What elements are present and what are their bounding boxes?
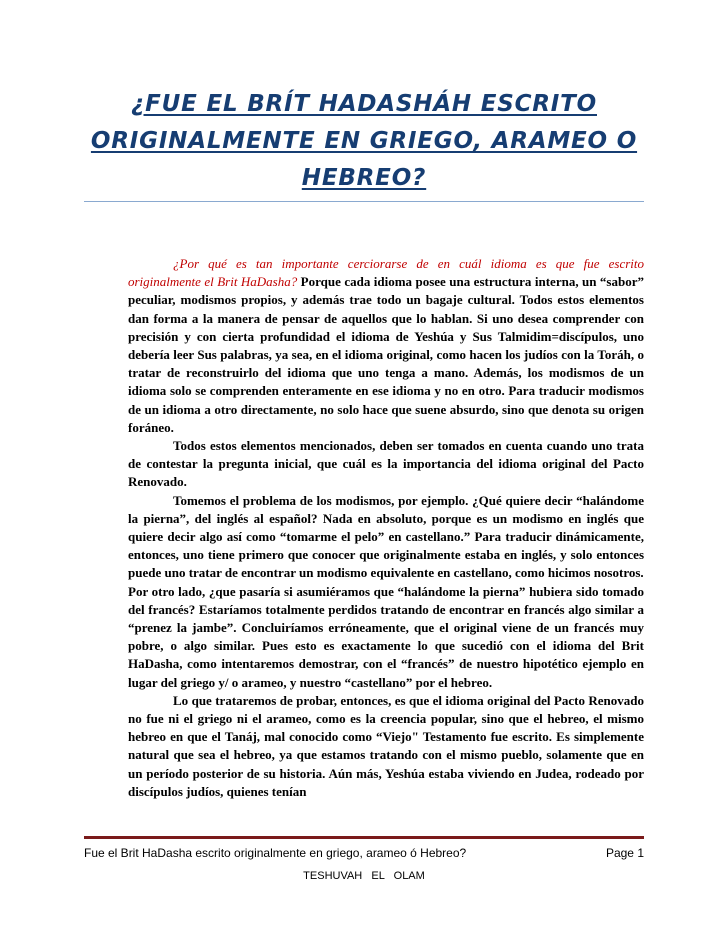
title-divider	[84, 201, 644, 202]
paragraph-1-text: Porque cada idioma posee una estructura interna, un “sabor” peculiar, modismos propios, y además trae todo un bagaje cultural. Todos estos elementos dan forma a la manera de pensar de aquellos que lo hablan. Si uno desea comprender con precisión y con cierta profundidad el idioma de Yeshúa y Sus Talmidim=discípulos, uno debería leer Sus palabras, ya sea, en el idioma original, como hacen los judíos con la Toráh, o tratar de reconstruirlo del idioma que uno tenga a mano. Además, los modismos de un idioma solo se comprenden enteramente en ese idioma y no en otro. Para traducir modismos de un idioma a otro directamente, no solo hace que suene absurdo, sino que denota su origen foráneo.	[128, 274, 644, 435]
paragraph-4: Por otro lado, ¿que pasaría si asumiéramos que “halándome la pierna” hubiera sido tomado del francés? Estaríamos totalmente perdidos tratando de encontrar en francés algo similar a “prenez la jambe”. Concluiríamos erróneamente, que el original viene de un francés muy pobre, o algo similar. Pues esto es exactamente lo que sucedió con el idioma del Brit HaDasha, como intentaremos demostrar, con el “francés” de nuestro hipotético ejemplo en lugar del griego y/ o arameo, y nuestro “castellano” por el hebreo.	[128, 583, 644, 690]
footer-page-number: Page 1	[605, 846, 644, 860]
footer-divider	[84, 836, 644, 839]
paragraph-5: Lo que trataremos de probar, entonces, es que el idioma original del Pacto Renovado no fue ni el griego ni el arameo, como es la creencia popular, sino que el hebreo, el mismo hebreo en que el Tanáj, mal conocido como “Viejo" Testamento fue escrito. Es simplemente natural que sea el hebreo, ya que estamos tratando con el mismo pueblo, solamente que en un período posterior de su historia. Aún más, Yeshúa estaba viviendo en Judea, rodeado por discípulos judíos, quienes tenían	[128, 692, 644, 799]
page-title: ¿FUE EL BRÍT HADASHÁH ESCRITO ORIGINALMENTE EN GRIEGO, ARAMEO O HEBREO?	[90, 91, 638, 191]
paragraph-1	[128, 255, 644, 437]
lead-question: ¿Por qué es tan importante cerciorarse de en cuál idioma es que fue escrito originalmente el Brit HaDasha?	[128, 256, 644, 290]
document-body	[128, 255, 644, 801]
paragraph-3: Tomemos el problema de los modismos, por ejemplo. ¿Qué quiere decir “halándome la pierna”, del inglés al español? Nada en absoluto, porque es un modismo en inglés que quiere decir algo así como “tomarme el pelo” en castellano.” Para traducir dinámicamente, entonces, uno tiene primero que conocer que originalmente estaba en inglés, y solo entonces puede uno tratar de encontrar un modismo equivalente en castellano, como hicimos nosotros.	[128, 492, 644, 581]
footer-document-title: Fue el Brit HaDasha escrito originalmente en griego, arameo ó Hebreo?	[84, 846, 467, 860]
footer-author: TESHUVAH EL OLAM	[303, 870, 425, 882]
paragraph-2: Todos estos elementos mencionados, deben ser tomados en cuenta cuando uno trata de contestar la pregunta inicial, que cuál es la importancia del idioma original del Pacto Renovado.	[128, 438, 644, 490]
